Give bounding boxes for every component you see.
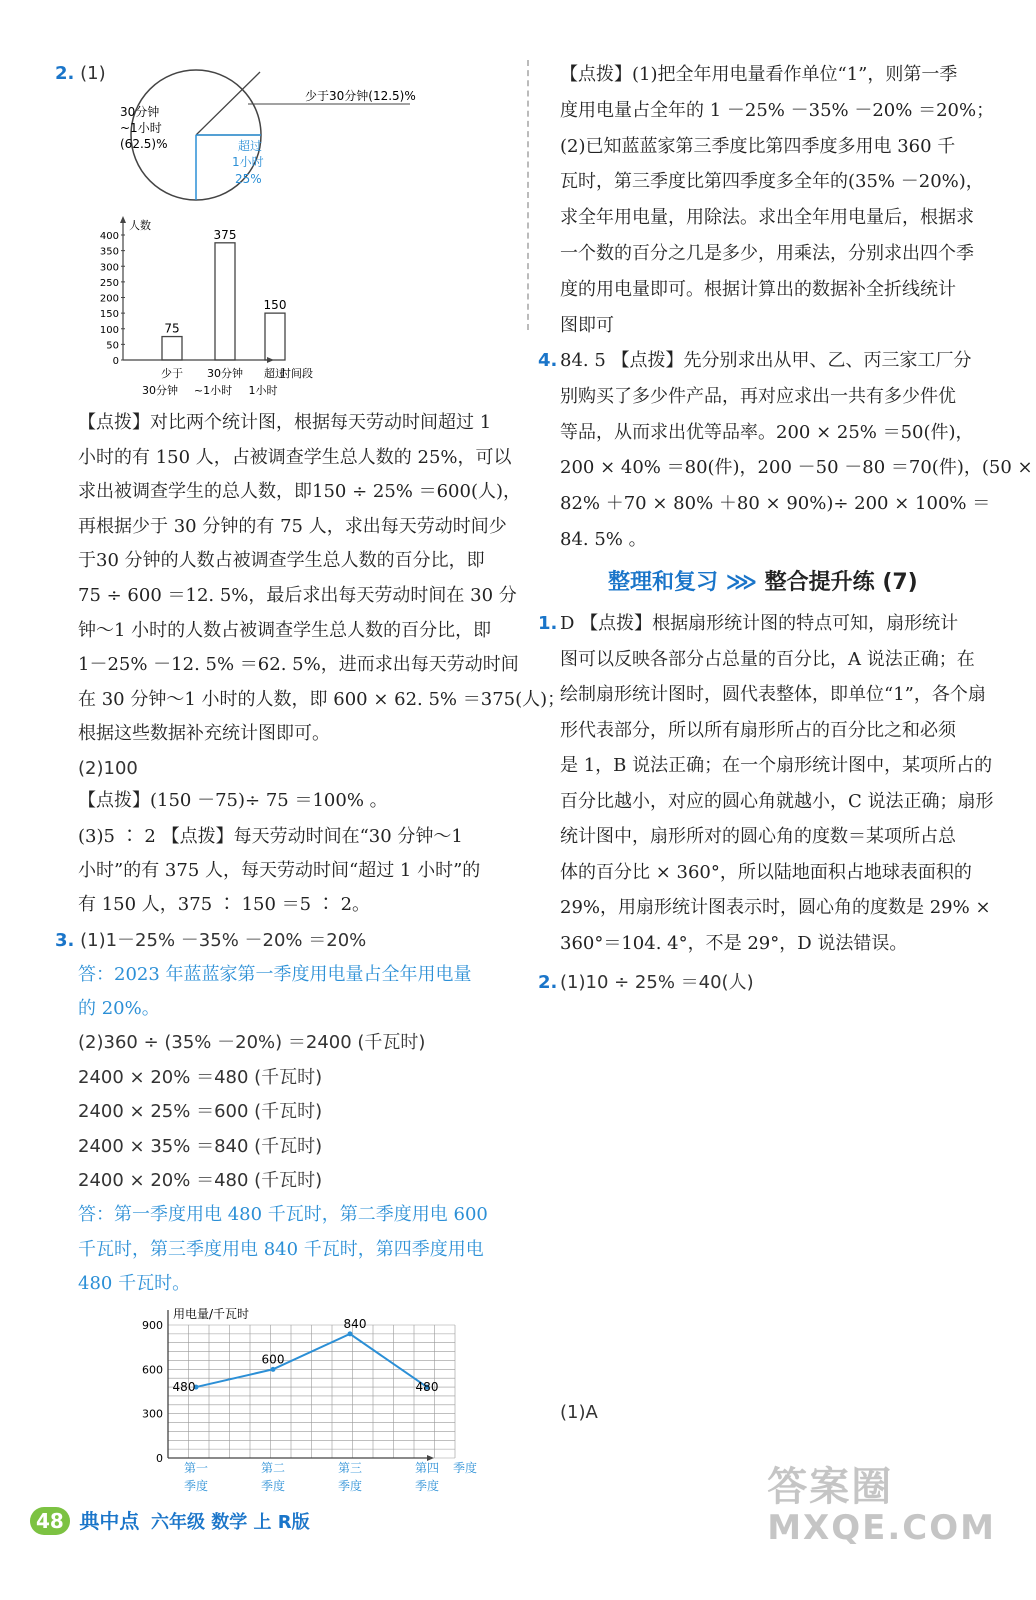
line-x-tick-label: 第三 [337,1461,363,1475]
bar-y-ticks [100,231,125,367]
line-grid [168,1325,455,1458]
line-x-tick-label: 季度 [183,1479,209,1493]
pie-label-left-2: ~1小时 [120,121,162,135]
pie-label-inner-2: 1小时 [232,155,264,169]
line-point [271,1367,276,1372]
tip-3-line: (2)已知蓝蓝家第三季度比第四季度多用电 360 千 [560,135,956,157]
pie-chart [110,60,470,210]
bar-y-tick-label: 0 [112,356,119,367]
tip-3-line: 瓦时，第三季度比第四季度多全年的(35% －20%)， [560,171,984,193]
bar-y-tick-label: 300 [99,262,119,274]
tip-1-line: 在 30 分钟～1 小时的人数，即 600 × 62. 5% ＝375(人)； [78,688,566,710]
page-number: 48 [30,1507,70,1535]
tip-1-line: 小时的有 150 人，占被调查学生总人数的 25%，可以 [78,446,512,468]
bar-value-label: 150 [263,298,287,313]
question-4-line: 200 × 40% ＝80(件)，200 －50 －80 ＝70(件)，(50 × [560,457,1033,479]
line-x-label: 季度 [453,1461,478,1475]
footer [30,1505,310,1534]
tip-1-line: 再根据少于 30 分钟的有 75 人，求出每天劳动时间少 [78,515,507,537]
line-point [348,1331,353,1336]
tip-2: 【点拨】(150 －75)÷ 75 ＝100% 。 [78,790,388,811]
q3-answer-1-line: 的 20%。 [78,998,160,1019]
bar-x-tick-label: 少于 [161,367,183,380]
bar-chart [75,212,375,402]
bar-value-label: 75 [164,321,180,336]
pie-label-left-3: (62.5)% [120,137,168,151]
pie-label-inner-3: 25% [235,172,262,186]
tip-3-line: 【点拨】(1)把全年用电量看作单位“1”，则第一季 [560,64,958,85]
q3-calc-line: 2400 × 20% ＝480 (千瓦时) [78,1170,323,1191]
tip-1-line: 于30 分钟的人数占被调查学生总人数的百分比，即 [78,550,485,572]
q2-part3-line: (3)5 ∶ 2 【点拨】每天劳动时间在“30 分钟～1 [78,826,463,847]
question-4-label: 4. [538,350,558,371]
right-question-1-line: 29%，用扇形统计图表示时，圆心角的度数是 29% × [560,897,991,918]
bar-y-tick-label: 350 [99,246,119,258]
bar-x-tick-label: ~1小时 [193,384,233,397]
bar-y-tick-label: 150 [99,309,119,321]
q2-part3-line: 有 150 人，375 ∶ 150 ＝5 ∶ 2。 [78,894,371,915]
q3-calc-line: (2)360 ÷ (35% －20%) ＝2400 (千瓦时) [78,1032,426,1053]
right-question-1-line: 是 1，B 说法正确；在一个扇形统计图中，某项所占的 [560,755,993,776]
tip-1-line: 根据这些数据补充统计图即可。 [78,723,330,745]
q3-calc-line: 2400 × 35% ＝840 (千瓦时) [78,1135,323,1157]
tip-3-line: 一个数的百分之几是多少，用乘法，分别求出四个季 [560,243,974,264]
q3-calc-line: 2400 × 20% ＝480 (千瓦时) [78,1066,323,1088]
right-question-1-label: 1. [538,613,558,634]
right-question-1-line: 图可以反映各部分占总量的百分比，A 说法正确；在 [560,648,975,670]
line-y-tick-label: 900 [142,1319,163,1332]
question-2-header: 2. (1) [55,63,106,84]
bar-y-tick-label: 200 [99,293,119,305]
right-question-1-line: 360°＝104. 4°，不是 29°，D 说法错误。 [560,932,908,954]
book-title: 六年级 数学 上 R版 [151,1512,310,1533]
tip-1-line: 1－25% －12. 5% ＝62. 5%，进而求出每天劳动时间 [78,654,519,676]
tip-3-line: 图即可 [560,314,614,336]
bar [162,337,182,360]
line-point-label: 480 [172,1380,196,1395]
bar-x-tick-label: 超过 [264,367,286,380]
tip-1-line: 钟～1 小时的人数占被调查学生总人数的百分比，即 [78,619,492,641]
tip-1-line: 75 ÷ 600 ＝12. 5%，最后求出每天劳动时间在 30 分 [78,585,517,606]
right-question-1-line: 百分比越小，对应的圆心角就越小，C 说法正确；扇形 [560,790,994,812]
right-question-2-label: 2. [538,972,558,993]
q3-answer-2-line: 答：第一季度用电 480 千瓦时，第二季度用电 600 [78,1204,488,1225]
bar-x-tick-label: 30分钟 [142,384,178,397]
line-y-tick-label: 600 [142,1363,163,1377]
line-y-ticks [142,1319,163,1465]
bar [215,243,235,360]
right-question-1-line: 统计图中，扇形所对的圆心角的度数＝某项所占总 [560,826,956,847]
right-question-1-line: 体的百分比 × 360°，所以陆地面积占地球表面积的 [560,861,972,883]
line-x-tick-label: 第二 [260,1461,286,1475]
q3-calc-line: 2400 × 25% ＝600 (千瓦时) [78,1101,323,1122]
pie-label-inner-1: 超过 [238,139,263,153]
bar-value-label: 375 [213,227,237,242]
q2-part3-line: 小时”的有 375 人，每天劳动时间“超过 1 小时”的 [78,860,481,881]
line-x-tick-label: 季度 [337,1479,363,1493]
right-q2-calc: (1)10 ÷ 25% ＝40(人) [560,972,754,993]
bar-x-tick-labels [142,366,286,397]
q2-part2: (2)100 [78,758,138,779]
bar-series [162,228,286,360]
bar-y-axis-arrow [120,216,126,223]
line-x-tick-labels [184,1461,439,1493]
tip-3-line: 求全年用电量，用除法。求出全年用电量后，根据求 [560,207,974,229]
line-x-tick-label: 第一 [183,1461,209,1475]
tip-1-line: 【点拨】对比两个统计图，根据每天劳动时间超过 1 [78,412,492,433]
right-question-1-line: 形代表部分，所以所有扇形所占的百分比之和必须 [560,719,956,741]
question-4-line: 等品，从而求出优等品率。200 × 25% ＝50(件)， [560,421,974,443]
line-y-label: 用电量/千瓦时 [173,1307,250,1321]
line-x-tick-label: 季度 [414,1479,440,1493]
bar [265,313,285,360]
line-chart [125,1300,505,1500]
watermark: 答案圈 MXQE.COM [767,1464,996,1548]
bar-y-label: 人数 [129,219,151,232]
section-title: 整理和复习 ⋙ 整合提升练 (7) [608,570,918,595]
column-divider [527,60,529,330]
right-q3-part1: (1)A [560,1402,598,1423]
pie-label-right: 少于30分钟(12.5)% [305,89,416,103]
tip-1-line: 求出被调查学生的总人数，即150 ÷ 25% ＝600(人)， [78,481,522,503]
pie-label-left-1: 30分钟 [120,105,160,119]
right-question-1-line: D 【点拨】根据扇形统计图的特点可知，扇形统计 [560,613,959,634]
tip-3-line: 度用电量占全年的 1 －25% －35% －20% ＝20%； [560,99,995,121]
q3-answer-2-line: 千瓦时，第三季度用电 840 千瓦时，第四季度用电 [78,1238,484,1260]
line-x-tick-label: 第四 [414,1461,440,1475]
right-question-1-line: 绘制扇形统计图时，圆代表整体，即单位“1”，各个扇 [560,684,986,705]
bar-x-tick-label: 1小时 [248,384,278,397]
bar-x-tick-label: 30分钟 [207,367,243,380]
line-y-tick-label: 300 [142,1407,163,1421]
bar-y-tick-label: 400 [99,231,119,242]
line-point-label: 840 [343,1316,367,1331]
bar-y-tick-label: 100 [99,324,119,336]
q3-answer-2-line: 480 千瓦时。 [78,1273,191,1294]
question-4-line: 84. 5 【点拨】先分别求出从甲、乙、丙三家工厂分 [560,350,972,371]
question-4-line: 82% ＋70 × 80% ＋80 × 90%)÷ 200 × 100% ＝ [560,493,991,515]
question-3-header: 3. (1)1－25% －35% －20% ＝20% [55,930,367,951]
line-x-tick-label: 季度 [260,1479,286,1493]
q3-answer-1-line: 答：2023 年蓝蓝家第一季度用电量占全年用电量 [78,964,472,985]
tip-3-line: 度的用电量即可。根据计算出的数据补全折线统计 [560,278,956,300]
bar-y-tick-label: 250 [99,277,119,289]
bar-x-label: 时间段 [280,367,313,380]
brand-logo: 典中点 [79,1509,140,1533]
line-y-tick-label: 0 [156,1452,163,1465]
bar-y-tick-label: 50 [106,340,119,352]
question-4-line: 84. 5% 。 [560,529,647,550]
line-point-label: 480 [415,1380,439,1395]
question-4-line: 别购买了多少件产品，再对应求出一共有多少件优 [560,385,956,407]
line-point-label: 600 [261,1352,285,1367]
